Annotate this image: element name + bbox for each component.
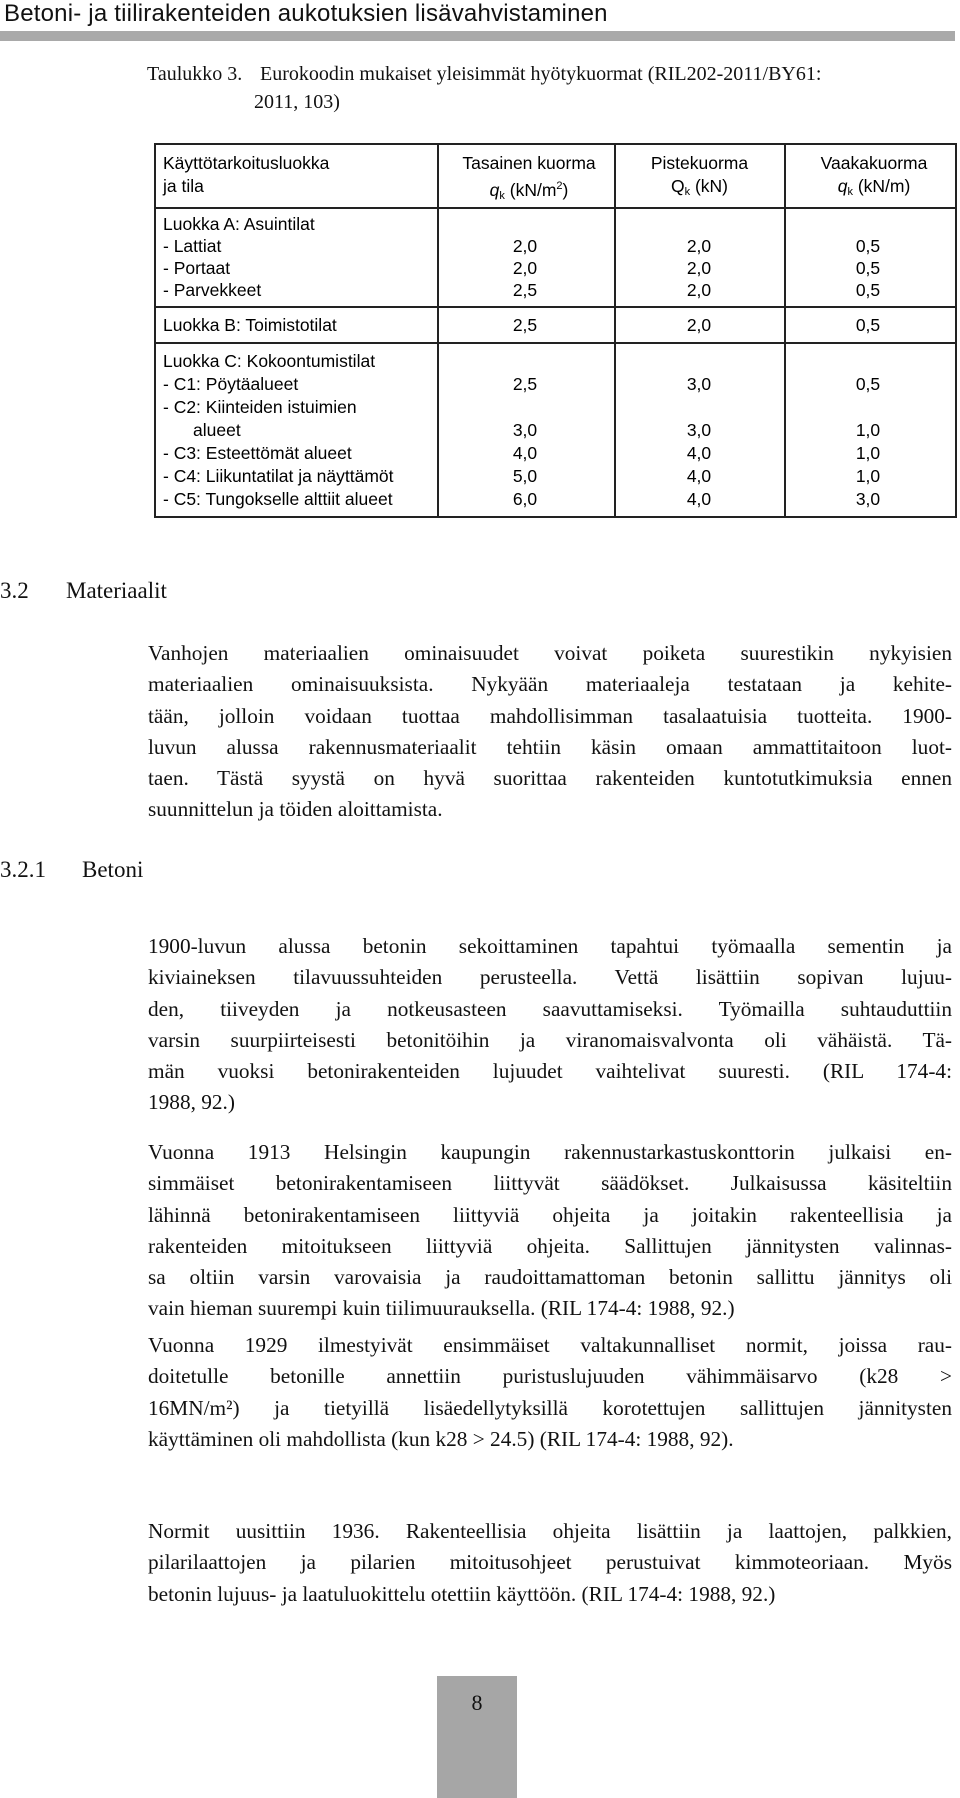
class-c1-qk: 2,5 <box>512 374 538 394</box>
header-uniform-load-line1: Tasainen kuorma <box>462 153 596 173</box>
table-border-top <box>154 143 957 145</box>
header-horizontal-load-symbol: q <box>837 176 848 196</box>
class-c1-hk: 0,5 <box>855 374 881 394</box>
paragraph-line: Vuonna 1913 Helsingin kaupungin rakennustarkastuskonttorin julkaisi en- <box>148 1140 952 1164</box>
class-c2-name-line1: - C2: Kiinteiden istuimien <box>163 397 357 417</box>
class-c5-qk: 6,0 <box>512 489 538 509</box>
class-c5-Qk: 4,0 <box>686 489 712 509</box>
concrete-paragraph-2 <box>148 1137 952 1325</box>
header-point-load <box>632 152 767 204</box>
class-c2-qk: 3,0 <box>512 420 538 440</box>
paragraph-line: 1900-luvun alussa betonin sekoittaminen tapahtui työmaalla sementin ja <box>148 934 952 958</box>
class-a-row-Qk: 2,0 <box>686 280 712 300</box>
paragraph-line: kiviaineksen tilavuussuhteiden perusteella. Vettä lisättiin sopivan lujuu- <box>148 965 952 990</box>
header-point-load-line1: Pistekuorma <box>650 153 749 173</box>
header-uniform-load-symbol: q <box>489 180 500 200</box>
paragraph-line: käyttäminen oli mahdollista (kun k28 > 24.5) (RIL 174-4: 1988, 92). <box>148 1426 734 1451</box>
class-b-qk: 2,5 <box>512 315 538 335</box>
class-c1-Qk: 3,0 <box>686 374 712 394</box>
class-c1-name: - C1: Pöytäalueet <box>163 374 299 394</box>
class-a-row-qk: 2,0 <box>512 258 538 278</box>
class-c4-Qk: 4,0 <box>686 466 712 486</box>
table-col-divider-3 <box>784 143 786 517</box>
class-a-title: Luokka A: Asuintilat <box>163 214 315 234</box>
paragraph-line: suunnittelun ja töiden aloittamista. <box>148 797 443 822</box>
caption-label: Taulukko 3. <box>147 63 243 85</box>
paragraph-line: män vuoksi betonirakenteiden lujuudet vaihtelivat suuresti. (RIL 174-4: <box>148 1059 952 1084</box>
class-c4-qk: 5,0 <box>512 466 538 486</box>
paragraph-line: varsin suurpiirteisesti betonitöihin ja viranomaisvalvonta oli vähäistä. Tä- <box>148 1027 952 1052</box>
paragraph-line: Vuonna 1929 ilmestyivät ensimmäiset valtakunnalliset normit, joissa rau- <box>148 1333 952 1357</box>
paragraph-line: Normit uusittiin 1936. Rakenteellisia ohjeita lisättiin ja laattojen, palkkien, <box>148 1519 952 1543</box>
subsection-title: Betoni <box>82 857 144 882</box>
header-uniform-load-close: ) <box>562 180 569 200</box>
section-title: Materiaalit <box>66 578 167 603</box>
header-uniform-load-sup: 2 <box>556 180 563 192</box>
class-c5-name: - C5: Tungokselle alttiit alueet <box>163 489 393 509</box>
paragraph-line: taen. Tästä syystä on hyvä suorittaa rakenteiden kuntotutkimuksia ennen <box>148 766 952 791</box>
class-c4-name: - C4: Liikuntatilat ja näyttämöt <box>163 466 394 486</box>
header-horizontal-load-line1: Vaakakuorma <box>820 153 928 173</box>
header-horizontal-load <box>799 152 949 204</box>
class-c4-hk: 1,0 <box>855 466 881 486</box>
paragraph-line: sa oltiin varsin varovaisia ja raudoittamattoman betonin sallittu jännitys oli <box>148 1265 952 1290</box>
header-point-load-unit: (kN) <box>694 176 729 196</box>
paragraph-line: den, tiiveyden ja notkeusasteen saavuttamiseksi. Työmailla suhtauduttiin <box>148 996 952 1021</box>
header-point-load-symbol: Q <box>670 176 685 196</box>
paragraph-line: betonin lujuus- ja laatuluokittelu otettiin käyttöön. (RIL 174-4: 1988, 92.) <box>148 1581 776 1606</box>
table-col-divider-1 <box>437 143 439 517</box>
table-row-rule-b <box>154 342 957 344</box>
paragraph-line: simmäiset betonirakentamiseen liittyvät säädökset. Julkaisussa käsiteltiin <box>148 1171 952 1196</box>
class-c2-name-line2: alueet <box>193 420 241 440</box>
paragraph-line: tään, jolloin voidaan tuottaa mahdollisimman tasalaatuisia tuotteita. 1900- <box>148 703 952 728</box>
paragraph-line: doitetulle betonille annettiin puristuslujuuden vähimmäisarvo (k28 > <box>148 1364 952 1389</box>
header-uniform-load-sub: k <box>499 190 505 202</box>
running-title: Betoni- ja tiilirakenteiden aukotuksien lisävahvistaminen <box>4 0 608 27</box>
class-c3-name: - C3: Esteettömät alueet <box>163 443 352 463</box>
paragraph-line: vain hieman suurempi kuin tiilimuurauksella. (RIL 174-4: 1988, 92.) <box>148 1296 735 1321</box>
header-point-load-sub: k <box>684 186 691 198</box>
header-usage-class <box>163 152 329 198</box>
subsection-number: 3.2.1 <box>0 857 46 882</box>
table-caption <box>147 60 947 116</box>
paragraph-line: luvun alussa rakennusmateriaalit tehtiin käsin omaan ammattitaitoon luot- <box>148 734 952 759</box>
class-a-row-name: - Portaat <box>163 258 231 278</box>
class-c5-hk: 3,0 <box>855 489 881 509</box>
class-a-row-qk: 2,5 <box>512 280 538 300</box>
materials-paragraph <box>148 638 952 826</box>
paragraph-line: pilarilaattojen ja pilarien mitoitusohjeet perustuivat kimmoteoriaan. Myös <box>148 1550 952 1575</box>
class-c2-Qk: 3,0 <box>686 420 712 440</box>
header-uniform-load <box>454 152 604 208</box>
table-border-bottom <box>154 516 957 518</box>
section-heading-materials <box>0 578 167 604</box>
header-horizontal-load-sub: k <box>847 186 853 198</box>
header-usage-class-line2: ja tila <box>163 176 204 196</box>
paragraph-line: Vanhojen materiaalien ominaisuudet voivat poiketa suurestikin nykyisien <box>148 641 952 665</box>
class-c2-hk: 1,0 <box>855 420 881 440</box>
class-a-row-qk: 2,0 <box>512 236 538 256</box>
page-header <box>0 0 960 46</box>
class-a-row-hk: 0,5 <box>855 258 881 278</box>
caption-text-line1: Eurokoodin mukaiset yleisimmät hyötykuormat (RIL202-2011/BY61: <box>260 63 822 85</box>
class-c-title: Luokka C: Kokoontumistilat <box>163 351 376 371</box>
table-border-left <box>154 143 156 517</box>
class-a-row-hk: 0,5 <box>855 280 881 300</box>
page-number: 8 <box>471 1690 483 1715</box>
concrete-paragraph-1 <box>148 931 952 1119</box>
header-usage-class-line1: Käyttötarkoitusluokka <box>163 153 330 173</box>
class-b-Qk: 2,0 <box>686 315 712 335</box>
class-a-row-name: - Lattiat <box>163 236 222 256</box>
class-b-hk: 0,5 <box>855 315 881 335</box>
paragraph-line: rakenteiden mitoitukseen liittyviä ohjeita. Sallittujen jännitysten valinnas- <box>148 1233 952 1258</box>
class-c3-Qk: 4,0 <box>686 443 712 463</box>
paragraph-line: 16MN/m²) ja tietyillä lisäedellytyksillä korotettujen sallittujen jännitysten <box>148 1395 952 1420</box>
header-rule <box>0 31 955 41</box>
class-a-row-name: - Parvekkeet <box>163 280 262 300</box>
paragraph-line: materiaalien ominaisuuksista. Nykyään materiaaleja testataan ja kehite- <box>148 672 952 697</box>
paragraph-line: 1988, 92.) <box>148 1090 235 1115</box>
header-uniform-load-unit: (kN/m <box>509 180 557 200</box>
header-horizontal-load-unit: (kN/m) <box>857 176 911 196</box>
section-number: 3.2 <box>0 578 29 603</box>
table-border-right <box>955 143 957 517</box>
paragraph-line: lähinnä betonirakentamiseen liittyviä ohjeita ja joitakin rakenteellisia ja <box>148 1202 952 1227</box>
class-c3-qk: 4,0 <box>512 443 538 463</box>
table-col-divider-2 <box>614 143 616 517</box>
concrete-paragraph-3 <box>148 1330 952 1455</box>
table-row-rule-a <box>154 306 957 308</box>
class-b-title: Luokka B: Toimistotilat <box>163 315 337 335</box>
class-a-row-Qk: 2,0 <box>686 236 712 256</box>
class-c3-hk: 1,0 <box>855 443 881 463</box>
class-a-row-Qk: 2,0 <box>686 258 712 278</box>
caption-text-line2: 2011, 103) <box>254 91 340 113</box>
page-number-box <box>437 1676 517 1798</box>
section-heading-concrete <box>0 857 143 883</box>
class-a-row-hk: 0,5 <box>855 236 881 256</box>
load-table <box>154 143 957 519</box>
concrete-paragraph-4 <box>148 1516 952 1610</box>
